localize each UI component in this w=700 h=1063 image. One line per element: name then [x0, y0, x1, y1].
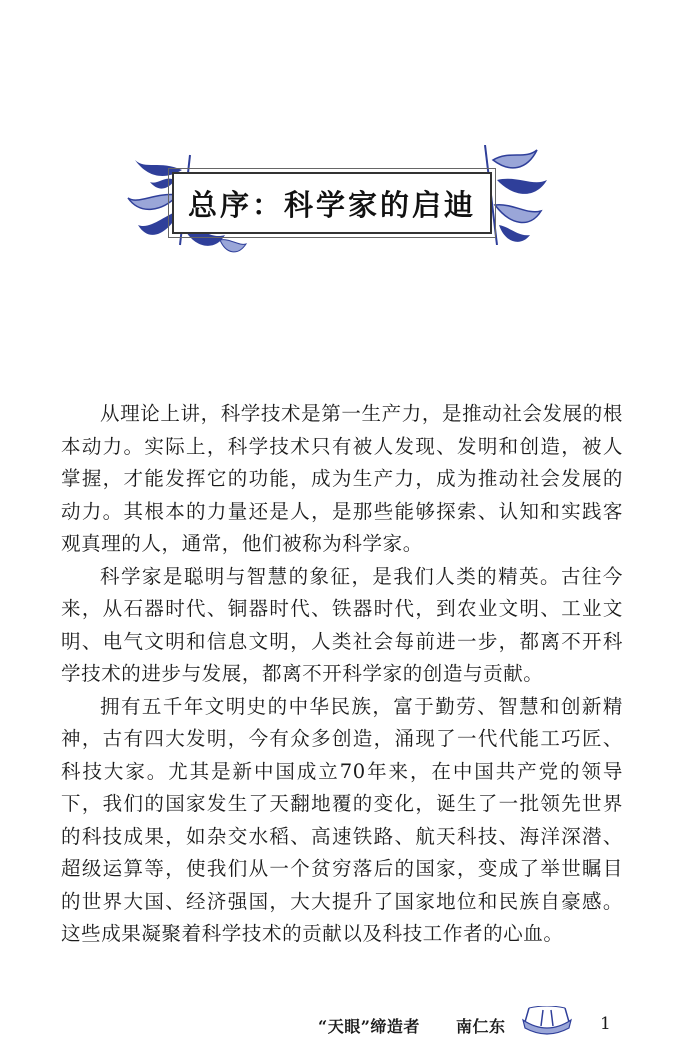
page-footer	[0, 1006, 700, 1046]
paragraph: 科学家是聪明与智慧的象征，是我们人类的精英。古往今来，从石器时代、铜器时代、铁器时代，到农业文明、工业文明、电气文明和信息文明，人类社会每前进一步，都离不开科学技术的进步与发展，都离不开科学家的创造与贡献。	[61, 564, 623, 685]
page-title: 总序：科学家的启迪	[187, 187, 476, 222]
page-number: 1	[600, 1014, 611, 1034]
body-text	[61, 398, 623, 951]
paragraph: 拥有五千年文明史的中华民族，富于勤劳、智慧和创新精神，古有四大发明，今有众多创造，涌现了一代代能工巧匠、科技大家。尤其是新中国成立70年来，在中国共产党的领导下，我们的国家发生了天翻地覆的变化，诞生了一批领先世界的科技成果，如杂交水稻、高速铁路、航天科技、海洋深潜、超级运算等，使我们从一个贫穷落后的国家，变成了举世瞩目的世界大国、经济强国，大大提升了国家地位和民族自豪感。这些成果凝聚着科学技术的贡献以及科技工作者的心血。	[61, 694, 623, 945]
chapter-title-banner	[120, 150, 540, 250]
title-frame	[172, 172, 492, 234]
footer-book-title: “天眼”缔造者	[318, 1017, 420, 1036]
paragraph: 从理论上讲，科学技术是第一生产力，是推动社会发展的根本动力。实际上，科学技术只有被人发现、发明和创造，被人掌握，才能发挥它的功能，成为生产力，成为推动社会发展的动力。其根本的力量还是人，是那些能够探索、认知和实践客观真理的人，通常，他们被称为科学家。	[61, 402, 623, 555]
footer-author: 南仁东	[456, 1017, 506, 1036]
telescope-icon	[519, 1006, 575, 1040]
